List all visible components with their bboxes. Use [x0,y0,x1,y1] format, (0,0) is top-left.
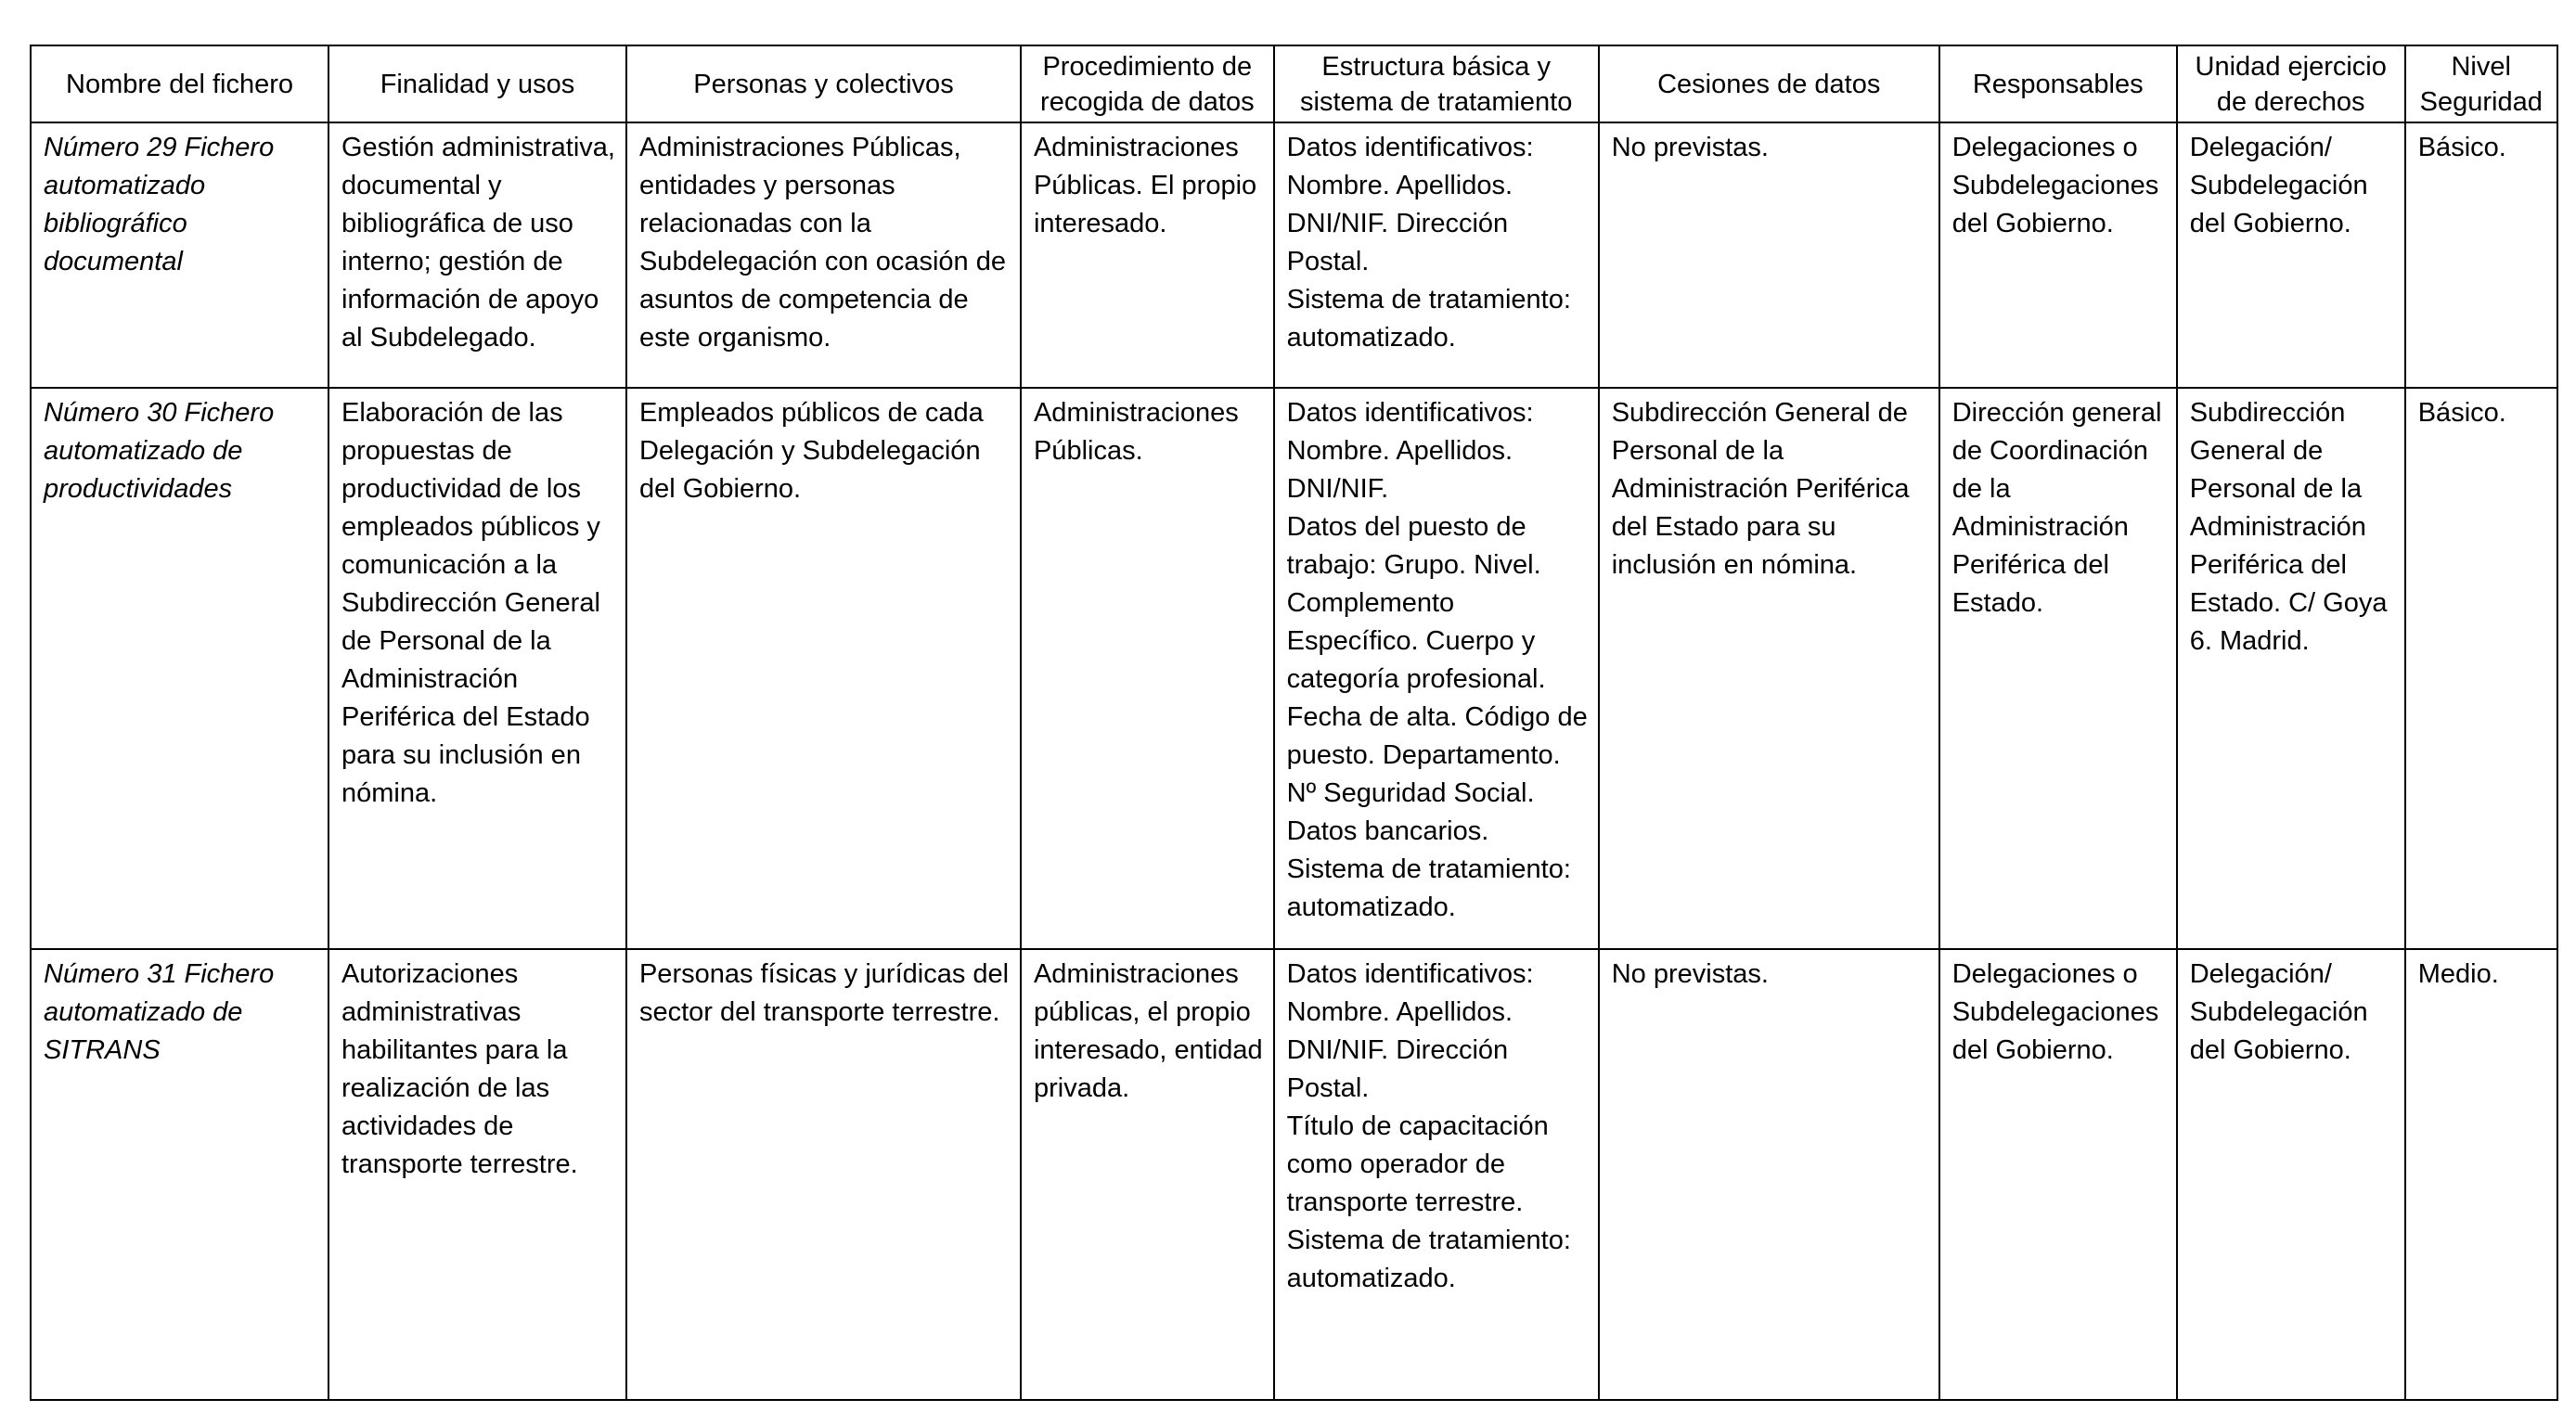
cell-security-level [2405,388,2557,949]
cell-rights-unit [2177,949,2405,1400]
cell-file-name [31,388,328,949]
cell-line: Administraciones [1033,959,1239,989]
cell-line: Administraciones [1033,398,1239,428]
cell-line: DNI/NIF. Dirección [1286,1035,1509,1065]
cell-structure [1274,949,1599,1400]
table-row [31,388,2557,949]
cell-line: Personas y colectivos [693,70,954,99]
cell-line: Subdirección [2189,398,2346,428]
cell-line: actividades de [341,1111,514,1141]
cell-line: del Estado para su [1611,512,1836,542]
cell-data-transfers [1599,949,1939,1400]
table-row [31,949,2557,1400]
cell-line: Personal de la [1611,436,1784,466]
cell-line: Cesiones de datos [1657,70,1881,99]
cell-line: de Coordinación [1951,436,2148,466]
cell-line: Subdelegación [2189,171,2368,200]
cell-line: Datos identificativos: [1286,959,1534,989]
cell-file-name [31,949,328,1400]
cell-line: Estructura básica y [1321,52,1551,82]
cell-line: Nombre. Apellidos. [1286,171,1513,200]
header-data-transfers [1599,45,1939,122]
cell-line: Subdelegación con ocasión de [638,247,1006,276]
cell-line: públicas, el propio [1033,997,1251,1027]
cell-line: Básico. [2417,133,2506,162]
cell-line: Subdelegaciones [1951,997,2159,1027]
cell-line: Seguridad [2419,87,2543,117]
cell-line: DNI/NIF. Dirección [1286,209,1509,238]
cell-line: Específico. Cuerpo y [1286,626,1536,656]
cell-line: Sistema de tratamiento: [1286,1226,1571,1255]
cell-line: comunicación a la [341,550,558,580]
cell-line: Subdirección General [341,588,600,618]
table-row [31,122,2557,388]
cell-line: sistema de tratamiento [1300,87,1573,117]
cell-line: Estado. [1951,588,2044,618]
cell-line: productividades [44,474,233,504]
cell-line: Subdelegaciones [1951,171,2159,200]
cell-line: automatizado [44,171,206,200]
cell-line: Complemento [1286,588,1455,618]
cell-line: para su inclusión en [341,740,581,770]
data-files-table [30,45,2558,1401]
cell-line: Periférica del [1951,550,2109,580]
cell-line: No previstas. [1611,133,1769,162]
header-persons [626,45,1021,122]
cell-line: entidades y personas [638,171,895,200]
cell-line: Procedimiento de [1042,52,1253,82]
cell-line: Nombre. Apellidos. [1286,436,1513,466]
cell-line: nómina. [341,778,438,808]
cell-line: del Gobierno. [2189,1035,2351,1065]
header-purpose [328,45,626,122]
cell-line: Nombre del fichero [66,70,293,99]
cell-line: interno; gestión de [341,247,563,276]
cell-line: Administraciones [1033,133,1239,162]
cell-line: de la [1951,474,2011,504]
cell-line: Postal. [1286,247,1370,276]
cell-line: del Gobierno. [2189,209,2351,238]
header-file-name [31,45,328,122]
cell-line: Personal de la [2189,474,2363,504]
cell-line: Dirección general [1951,398,2162,428]
cell-line: inclusión en nómina. [1611,550,1858,580]
cell-line: interesado. [1033,209,1167,238]
cell-line: al Subdelegado. [341,323,536,353]
cell-line: Título de capacitación [1286,1111,1549,1141]
cell-line: interesado, entidad [1033,1035,1263,1065]
cell-structure [1274,388,1599,949]
cell-data-transfers [1599,122,1939,388]
cell-persons [626,122,1021,388]
cell-line: Medio. [2417,959,2499,989]
cell-responsible [1939,949,2177,1400]
cell-data-transfers [1599,388,1939,949]
cell-line: Fecha de alta. Código de [1286,702,1588,732]
cell-line: Finalidad y usos [380,70,575,99]
cell-line: Administración [2189,512,2366,542]
cell-rights-unit [2177,122,2405,388]
cell-line: SITRANS [44,1035,161,1065]
cell-line: de Personal de la [341,626,551,656]
cell-line: General de [2189,436,2324,466]
header-rights-unit [2177,45,2405,122]
cell-line: del Gobierno. [638,474,802,504]
cell-line: transporte terrestre. [341,1149,578,1179]
cell-line: puesto. Departamento. [1286,740,1561,770]
header-collection-procedure [1021,45,1274,122]
cell-line: automatizado. [1286,1264,1456,1293]
cell-collection-procedure [1021,388,1274,949]
cell-line: Delegación/ [2189,133,2332,162]
cell-line: bibliográfica de uso [341,209,573,238]
cell-line: Personas físicas y jurídicas del [638,959,1010,989]
cell-security-level [2405,122,2557,388]
cell-line: relacionadas con la [638,209,871,238]
cell-line: DNI/NIF. [1286,474,1389,504]
cell-line: Datos bancarios. [1286,816,1489,846]
cell-line: Elaboración de las [341,398,563,428]
cell-persons [626,949,1021,1400]
cell-line: Nombre. Apellidos. [1286,997,1513,1027]
cell-line: Sistema de tratamiento: [1286,285,1571,315]
cell-purpose [328,122,626,388]
cell-purpose [328,388,626,949]
cell-line: Estado. C/ Goya [2189,588,2388,618]
cell-line: del Gobierno. [1951,209,2114,238]
cell-line: Responsables [1972,70,2144,99]
cell-line: Delegación/ [2189,959,2332,989]
cell-line: asuntos de competencia de [638,285,969,315]
cell-line: Subdirección General de [1611,398,1908,428]
cell-line: recogida de datos [1040,87,1255,117]
cell-line: Periférica del Estado [341,702,590,732]
cell-line: Número 30 Fichero [44,398,275,428]
cell-line: del Gobierno. [1951,1035,2114,1065]
cell-line: realización de las [341,1073,550,1103]
cell-line: Delegaciones o [1951,133,2138,162]
cell-line: categoría profesional. [1286,664,1546,694]
cell-line: Administración [1951,512,2129,542]
cell-line: Administración Periférica [1611,474,1910,504]
cell-line: privada. [1033,1073,1130,1103]
cell-line: Subdelegación [2189,997,2368,1027]
cell-line: transporte terrestre. [1286,1188,1524,1217]
cell-line: habilitantes para la [341,1035,568,1065]
cell-line: Número 29 Fichero [44,133,275,162]
cell-line: trabajo: Grupo. Nivel. [1286,550,1541,580]
cell-structure [1274,122,1599,388]
cell-line: Unidad ejercicio [2195,52,2387,82]
cell-line: Nivel [2451,52,2511,82]
table-header-row [31,45,2557,122]
cell-line: documental [44,247,183,276]
cell-line: como operador de [1286,1149,1506,1179]
cell-line: Datos identificativos: [1286,133,1534,162]
cell-purpose [328,949,626,1400]
cell-line: Gestión administrativa, [341,133,615,162]
cell-line: Administraciones Públicas, [638,133,961,162]
cell-line: 6. Madrid. [2189,626,2310,656]
cell-line: automatizado de [44,436,243,466]
cell-line: Básico. [2417,398,2506,428]
cell-line: empleados públicos y [341,512,600,542]
cell-line: automatizado. [1286,323,1456,353]
cell-line: administrativas [341,997,522,1027]
cell-line: Delegación y Subdelegación [638,436,981,466]
cell-rights-unit [2177,388,2405,949]
cell-line: productividad de los [341,474,581,504]
cell-collection-procedure [1021,949,1274,1400]
cell-line: Postal. [1286,1073,1370,1103]
cell-responsible [1939,388,2177,949]
cell-line: automatizado de [44,997,243,1027]
cell-line: Públicas. El propio [1033,171,1257,200]
cell-line: bibliográfico [44,209,187,238]
cell-line: Públicas. [1033,436,1143,466]
cell-persons [626,388,1021,949]
cell-line: No previstas. [1611,959,1769,989]
cell-collection-procedure [1021,122,1274,388]
cell-line: este organismo. [638,323,831,353]
cell-line: propuestas de [341,436,512,466]
cell-line: documental y [341,171,502,200]
cell-line: información de apoyo [341,285,599,315]
cell-line: Sistema de tratamiento: [1286,854,1571,884]
cell-line: Autorizaciones [341,959,519,989]
cell-responsible [1939,122,2177,388]
header-structure [1274,45,1599,122]
cell-line: Nº Seguridad Social. [1286,778,1535,808]
cell-line: sector del transporte terrestre. [638,997,1000,1027]
cell-line: automatizado. [1286,892,1456,922]
header-responsible [1939,45,2177,122]
cell-line: Empleados públicos de cada [638,398,984,428]
header-security-level [2405,45,2557,122]
cell-line: Datos identificativos: [1286,398,1534,428]
cell-line: Número 31 Fichero [44,959,275,989]
cell-security-level [2405,949,2557,1400]
cell-line: Datos del puesto de [1286,512,1526,542]
cell-line: Administración [341,664,519,694]
cell-file-name [31,122,328,388]
cell-line: de derechos [2216,87,2365,117]
cell-line: Delegaciones o [1951,959,2138,989]
cell-line: Periférica del [2189,550,2347,580]
